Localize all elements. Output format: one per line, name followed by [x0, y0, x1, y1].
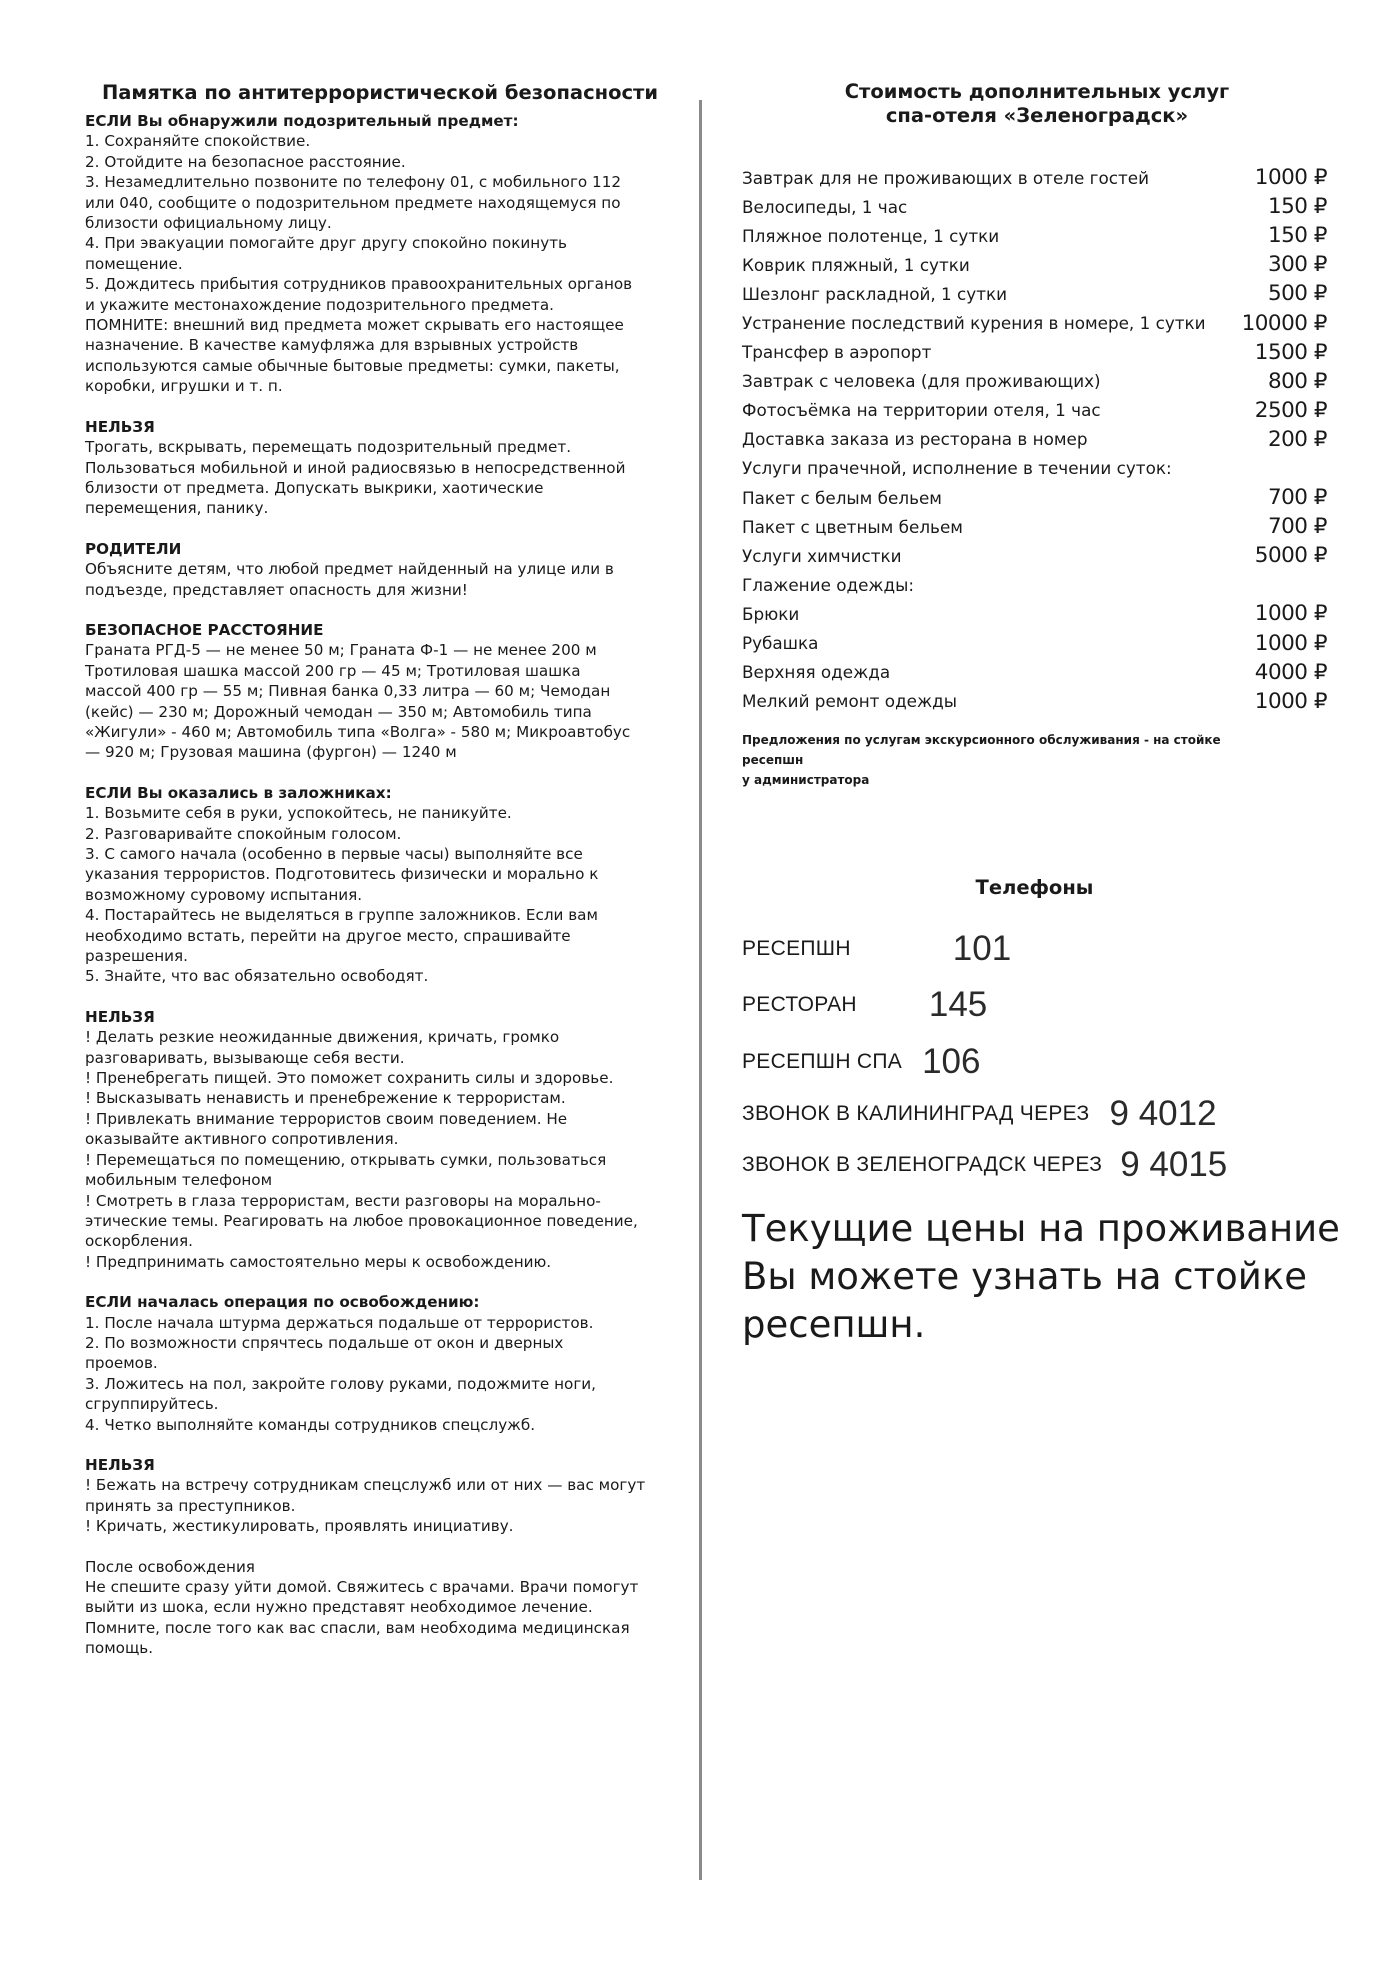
memo-title: Памятка по антитеррористической безопасности — [101, 81, 659, 104]
memo-line: возможному суровому испытания. — [85, 885, 363, 904]
service-price: 1000 ₽ — [1254, 165, 1327, 191]
memo-line: оказывайте активного сопротивления. — [85, 1130, 399, 1149]
price-row — [742, 396, 1327, 425]
memo-sections — [85, 111, 675, 1659]
service-price: 5000 ₽ — [1254, 543, 1327, 569]
memo-line: ! Пренебрегать пищей. Это поможет сохранить силы и здоровье. — [85, 1069, 614, 1088]
phone-row-kaliningrad — [742, 1086, 1217, 1142]
memo-line: 1. Сохраняйте спокойствие. — [85, 132, 311, 151]
accommodation-prices-notice — [742, 1205, 1342, 1349]
price-row — [742, 250, 1327, 279]
memo-section-title: НЕЛЬЗЯ — [85, 1455, 155, 1474]
memo-line: указания террористов. Подготовитесь физически и морально к — [85, 865, 599, 884]
memo-line: 2. Отойдите на безопасное расстояние. — [85, 152, 406, 171]
memo-line: помещение. — [85, 254, 183, 273]
memo-line: мобильным телефоном — [85, 1171, 273, 1190]
memo-line: используются самые обычные бытовые предметы: сумки, пакеты, — [85, 356, 620, 375]
price-table — [742, 163, 1327, 716]
memo-section-title: НЕЛЬЗЯ — [85, 1007, 155, 1026]
memo-line: — 920 м; Грузовая машина (фургон) — 1240 м — [85, 743, 457, 762]
phone-number: 145 — [928, 985, 988, 1024]
price-row — [742, 163, 1327, 192]
memo-line: этические темы. Реагировать на любое провокационное поведение, — [85, 1211, 638, 1230]
price-row — [742, 279, 1327, 308]
antiterror-memo — [85, 80, 675, 1679]
service-price: 1000 ₽ — [1254, 688, 1327, 714]
phone-number: 9 4012 — [1109, 1094, 1217, 1133]
service-name: Услуги химчистки — [742, 545, 902, 566]
price-row — [742, 687, 1327, 716]
service-price: 1000 ₽ — [1254, 601, 1327, 627]
notice-line3: ресепшн. — [742, 1303, 926, 1346]
memo-line: После освобождения — [85, 1557, 255, 1576]
service-name: Фотосъёмка на территории отеля, 1 час — [742, 400, 1101, 421]
excursion-note-line1: Предложения по услугам экскурсионного обслуживания - на стойке ресепшн — [742, 732, 1221, 767]
memo-line: ! Кричать, жестикулировать, проявлять инициативу. — [85, 1517, 514, 1536]
memo-line: ! Делать резкие неожиданные движения, кричать, громко — [85, 1028, 560, 1047]
memo-section — [85, 1455, 675, 1537]
excursion-note — [742, 730, 1282, 790]
memo-line: Не спешите сразу уйти домой. Свяжитесь с врачами. Врачи помогут — [85, 1578, 639, 1596]
memo-line: и укажите местонахождение подозрительного предмета. — [85, 295, 555, 314]
service-price: 150 ₽ — [1267, 194, 1327, 220]
memo-line: 2. Разговаривайте спокойным голосом. — [85, 824, 402, 843]
phone-number: 106 — [922, 1042, 981, 1081]
service-price: 800 ₽ — [1267, 368, 1327, 394]
memo-line: 1. Возьмите себя в руки, успокойтесь, не паникуйте. — [85, 804, 512, 823]
memo-line: близости официальному лицу. — [85, 214, 332, 233]
memo-line: 3. Незамедлительно позвоните по телефону 01, с мобильного 112 — [85, 173, 622, 192]
memo-line: Граната РГД-5 — не менее 50 м; Граната Ф-1 — не менее 200 м — [85, 641, 597, 660]
memo-line: или 040, сообщите о подозрительном предмете находящемуся по — [85, 193, 621, 212]
memo-line: 3. С самого начала (особенно в первые часы) выполняйте все — [85, 845, 583, 863]
memo-line: ! Привлекать внимание террористов своим поведением. Не — [85, 1109, 568, 1128]
memo-line: проемов. — [85, 1354, 158, 1373]
price-row — [742, 221, 1327, 250]
price-row — [742, 658, 1327, 687]
price-row — [742, 541, 1327, 570]
service-name: Пакет с цветным бельем — [742, 516, 963, 537]
service-name: Услуги прачечной, исполнение в течении суток: — [742, 458, 1172, 479]
service-price: 150 ₽ — [1267, 223, 1327, 249]
phone-label: РЕСТОРАН — [742, 993, 857, 1016]
memo-section — [85, 539, 675, 600]
memo-section — [85, 620, 675, 763]
memo-section-title: ЕСЛИ началась операция по освобождению: — [85, 1293, 480, 1312]
memo-line: 2. По возможности спрячтесь подальше от окон и дверных — [85, 1333, 564, 1352]
phone-number: 9 4015 — [1120, 1145, 1228, 1184]
memo-line: Объясните детям, что любой предмет найденный на улице или в — [85, 560, 614, 579]
price-row — [742, 454, 1327, 483]
price-row — [742, 512, 1327, 541]
memo-section-title: ЕСЛИ Вы обнаружили подозрительный предмет: — [85, 112, 519, 130]
services-price-list — [742, 80, 1327, 790]
memo-line: необходимо встать, перейти на другое место, спрашивайте — [85, 926, 571, 945]
memo-line: «Жигули» - 460 м; Автомобиль типа «Волга» - 580 м; Микроавтобус — [85, 722, 631, 741]
memo-line: 4. При эвакуации помогайте друг другу спокойно покинуть — [85, 234, 567, 253]
service-price: 700 ₽ — [1267, 485, 1327, 511]
service-name: Коврик пляжный, 1 сутки — [742, 254, 970, 275]
service-price: 1000 ₽ — [1254, 630, 1327, 656]
service-price: 300 ₽ — [1267, 252, 1327, 278]
memo-section — [85, 783, 675, 987]
service-price: 4000 ₽ — [1254, 659, 1327, 685]
memo-line: 3. Ложитесь на пол, закройте голову руками, подожмите ноги, — [85, 1374, 596, 1393]
memo-line: подъезде, представляет опасность для жизни! — [85, 580, 468, 599]
memo-section — [85, 417, 675, 519]
service-price: 10000 ₽ — [1241, 310, 1327, 336]
phone-row-reception — [742, 921, 1011, 977]
service-name: Велосипеды, 1 час — [742, 196, 908, 217]
memo-section — [85, 1292, 675, 1435]
memo-section-title: РОДИТЕЛИ — [85, 539, 182, 558]
memo-line: 5. Знайте, что вас обязательно освободят. — [85, 967, 429, 986]
memo-section — [85, 1557, 675, 1659]
service-name: Завтрак для не проживающих в отеле гостей — [742, 167, 1149, 188]
price-row — [742, 483, 1327, 512]
price-list-title — [727, 80, 1347, 128]
memo-line: близости от предмета. Допускать выкрики, хаотические — [85, 478, 544, 497]
service-name: Мелкий ремонт одежды — [742, 691, 957, 712]
price-row — [742, 192, 1327, 221]
phone-row-zelenogradsk — [742, 1137, 1227, 1193]
service-name: Трансфер в аэропорт — [742, 342, 932, 363]
notice-line1: Текущие цены на проживание — [742, 1207, 1340, 1250]
service-name: Шезлонг раскладной, 1 сутки — [742, 283, 1008, 304]
service-name: Верхняя одежда — [742, 662, 891, 683]
memo-line: сгруппируйтесь. — [85, 1395, 219, 1414]
memo-line: ! Предпринимать самостоятельно меры к освобождению. — [85, 1252, 552, 1271]
memo-line: Трогать, вскрывать, перемещать подозрительный предмет. — [85, 438, 572, 457]
price-row — [742, 570, 1327, 599]
phone-row-spa-reception — [742, 1034, 981, 1090]
price-row — [742, 425, 1327, 454]
service-price: 2500 ₽ — [1254, 397, 1327, 423]
memo-line: массой 400 гр — 55 м; Пивная банка 0,33 литра — 60 м; Чемодан — [85, 682, 611, 701]
memo-section-title: НЕЛЬЗЯ — [85, 417, 155, 436]
memo-line: ! Бежать на встречу сотрудникам спецслужб или от них — вас могут — [85, 1476, 646, 1495]
memo-line: Помните, после того как вас спасли, вам необходима медицинская — [85, 1618, 630, 1637]
price-row — [742, 338, 1327, 367]
service-price: 500 ₽ — [1267, 281, 1327, 307]
service-price: 1500 ₽ — [1254, 339, 1327, 365]
memo-line: 1. После начала штурма держаться подальше от террористов. — [85, 1313, 594, 1332]
memo-section — [85, 111, 675, 397]
memo-line: ПОМНИТЕ: внешний вид предмета может скрывать его настоящее — [85, 316, 624, 335]
memo-line: 4. Постарайтесь не выделяться в группе заложников. Если вам — [85, 906, 598, 925]
memo-line: выйти из шока, если нужно представят необходимое лечение. — [85, 1598, 593, 1617]
memo-line: разрешения. — [85, 947, 189, 966]
service-name: Пляжное полотенце, 1 сутки — [742, 225, 1000, 246]
phone-number: 101 — [952, 929, 1012, 968]
memo-line: коробки, игрушки и т. п. — [85, 377, 283, 396]
memo-line: ! Смотреть в глаза террористам, вести разговоры на морально- — [85, 1191, 601, 1210]
price-list-title-line1: Стоимость дополнительных услуг — [844, 80, 1230, 103]
excursion-note-line2: у администратора — [742, 772, 870, 787]
service-name: Пакет с белым бельем — [742, 487, 942, 508]
phones-title: Телефоны — [975, 876, 1094, 899]
service-price: 200 ₽ — [1267, 426, 1327, 452]
memo-line: Тротиловая шашка массой 200 гр — 45 м; Тротиловая шашка — [85, 661, 581, 680]
memo-line: помощь. — [85, 1639, 154, 1658]
service-price: 700 ₽ — [1267, 514, 1327, 540]
phone-label: ЗВОНОК В КАЛИНИНГРАД ЧЕРЕЗ — [742, 1102, 1090, 1125]
memo-section-title: БЕЗОПАСНОЕ РАССТОЯНИЕ — [85, 620, 324, 639]
notice-line2: Вы можете узнать на стойке — [742, 1255, 1307, 1298]
column-divider — [699, 100, 702, 1880]
memo-line: принять за преступников. — [85, 1496, 296, 1515]
service-name: Брюки — [742, 603, 800, 624]
memo-line: оскорбления. — [85, 1232, 193, 1251]
memo-line: 5. Дождитесь прибытия сотрудников правоохранительных органов — [85, 275, 633, 294]
memo-section — [85, 1007, 675, 1272]
price-row — [742, 599, 1327, 628]
service-name: Рубашка — [742, 633, 819, 654]
service-name: Устранение последствий курения в номере, 1 сутки — [742, 313, 1206, 334]
memo-line: разговаривать, вызывающе себя вести. — [85, 1048, 405, 1067]
phone-row-restaurant — [742, 977, 987, 1033]
memo-line: ! Перемещаться по помещению, открывать сумки, пользоваться — [85, 1150, 607, 1169]
memo-line: ! Высказывать ненависть и пренебрежение к террористам. — [85, 1089, 566, 1108]
price-list-title-line2: спа-отеля «Зеленоградск» — [885, 104, 1189, 127]
memo-line: назначение. В качестве камуфляжа для взрывных устройств — [85, 336, 579, 355]
price-row — [742, 367, 1327, 396]
phone-label: РЕСЕПШН — [742, 937, 851, 960]
phone-label: РЕСЕПШН СПА — [742, 1050, 903, 1073]
memo-line: (кейс) — 230 м; Дорожный чемодан — 350 м; Автомобиль типа — [85, 702, 592, 721]
memo-line: Пользоваться мобильной и иной радиосвязью в непосредственной — [85, 458, 626, 477]
service-name: Глажение одежды: — [742, 574, 915, 595]
memo-line: 4. Четко выполняйте команды сотрудников спецслужб. — [85, 1415, 536, 1434]
memo-line: перемещения, панику. — [85, 499, 269, 518]
service-name: Завтрак с человека (для проживающих) — [742, 371, 1101, 392]
service-name: Доставка заказа из ресторана в номер — [742, 429, 1088, 450]
price-row — [742, 629, 1327, 658]
phone-label: ЗВОНОК В ЗЕЛЕНОГРАДСК ЧЕРЕЗ — [742, 1153, 1103, 1176]
memo-section-title: ЕСЛИ Вы оказались в заложниках: — [85, 783, 392, 802]
price-row — [742, 308, 1327, 337]
